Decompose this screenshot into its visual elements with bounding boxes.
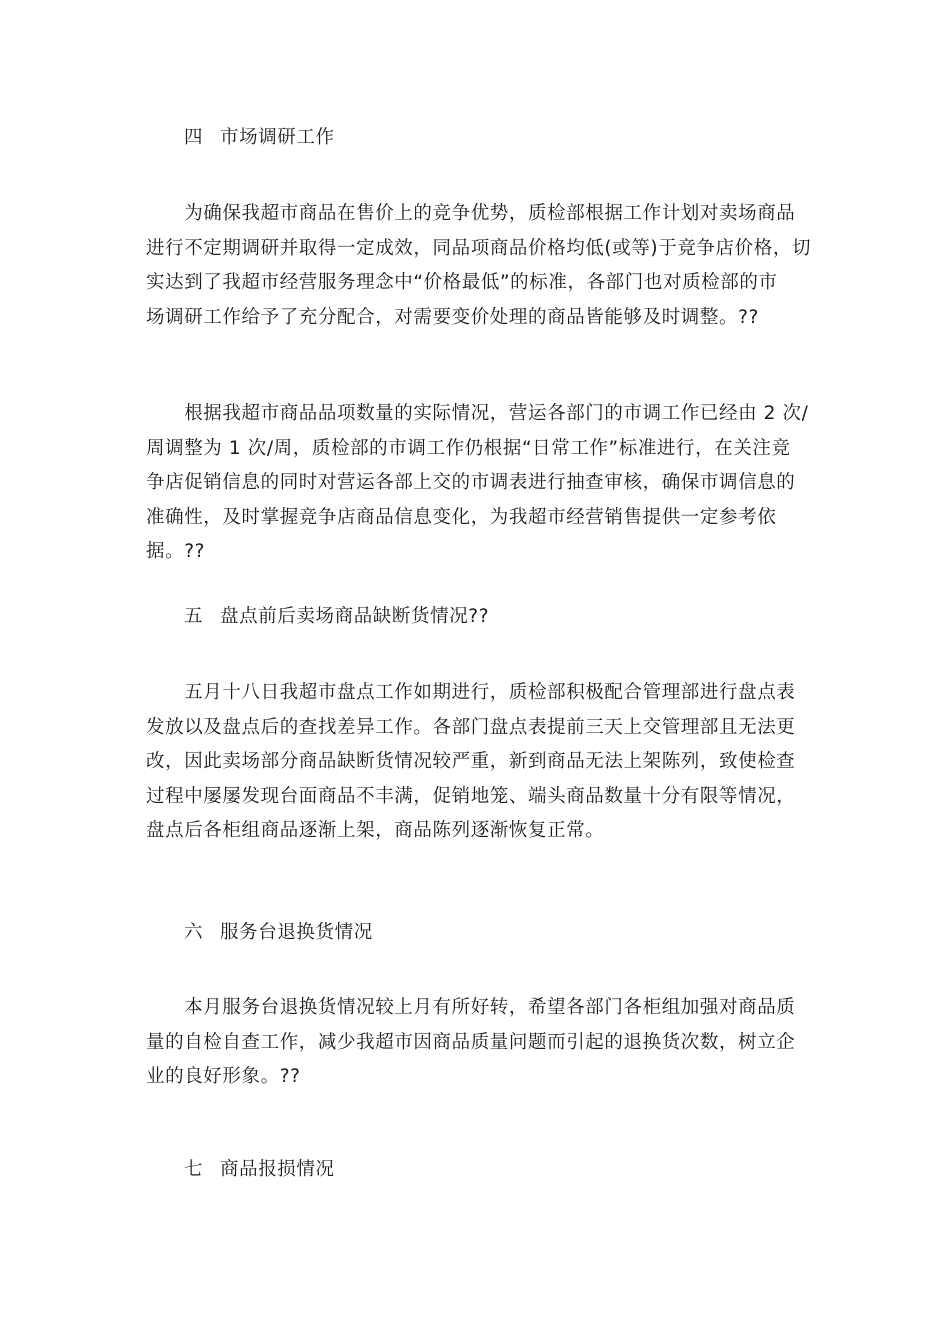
section-heading-6 [184, 916, 373, 951]
text-line: 业的良好形象。?? [146, 1066, 301, 1088]
text-line: 准确性，及时掌握竞争店商品信息变化，为我超市经营销售提供一定参考依 [146, 506, 777, 528]
text-line: 改，因此卖场部分商品缺断货情况较严重，新到商品无法上架陈列，致使检查 [146, 751, 796, 773]
section-heading-7 [184, 1153, 335, 1188]
text-line: 盘点后各柜组商品逐渐上架，商品陈列逐渐恢复正常。 [146, 820, 605, 842]
section-title: 盘点前后卖场商品缺断货情况?? [220, 606, 490, 627]
text-line: 根据我超市商品品项数量的实际情况，营运各部门的市调工作已经由 2 次/ [146, 403, 809, 424]
section-heading-4 [184, 121, 335, 156]
text-line: 实达到了我超市经营服务理念中“价格最低”的标准，各部门也对质检部的市 [146, 272, 778, 294]
text-line: 争店促销信息的同时对营运各部上交的市调表进行抽查审核，确保市调信息的 [146, 472, 796, 494]
section-title: 商品报损情况 [220, 1159, 335, 1180]
section-number: 六 [184, 922, 204, 943]
text-line: 为确保我超市商品在售价上的竞争优势，质检部根据工作计划对卖场商品 [146, 203, 796, 224]
section-heading-5 [184, 600, 489, 635]
section-title: 服务台退换货情况 [220, 922, 373, 943]
section-number: 四 [184, 127, 204, 148]
section-number: 七 [184, 1159, 204, 1180]
text-line: 周调整为 1 次/周，质检部的市调工作仍根据“日常工作”标准进行，在关注竞 [146, 437, 791, 459]
section-number: 五 [184, 606, 204, 627]
text-line: 本月服务台退换货情况较上月有所好转，希望各部门各柜组加强对商品质 [146, 997, 796, 1018]
text-line: 据。?? [146, 541, 206, 563]
paragraph [146, 397, 808, 570]
paragraph [146, 991, 808, 1095]
text-line: 五月十八日我超市盘点工作如期进行，质检部积极配合管理部进行盘点表 [146, 682, 796, 703]
paragraph [146, 676, 808, 849]
text-line: 场调研工作给予了充分配合，对需要变价处理的商品皆能够及时调整。?? [146, 306, 759, 328]
text-line: 发放以及盘点后的查找差异工作。各部门盘点表提前三天上交管理部且无法更 [146, 716, 796, 738]
text-line: 过程中屡屡发现台面商品不丰满，促销地笼、端头商品数量十分有限等情况， [146, 785, 796, 807]
text-line: 进行不定期调研并取得一定成效，同品项商品价格均低(或等)于竞争店价格，切 [146, 237, 812, 259]
text-line: 量的自检自查工作，减少我超市因商品质量问题而引起的退换货次数，树立企 [146, 1031, 796, 1053]
section-title: 市场调研工作 [220, 127, 335, 148]
paragraph [146, 197, 812, 335]
